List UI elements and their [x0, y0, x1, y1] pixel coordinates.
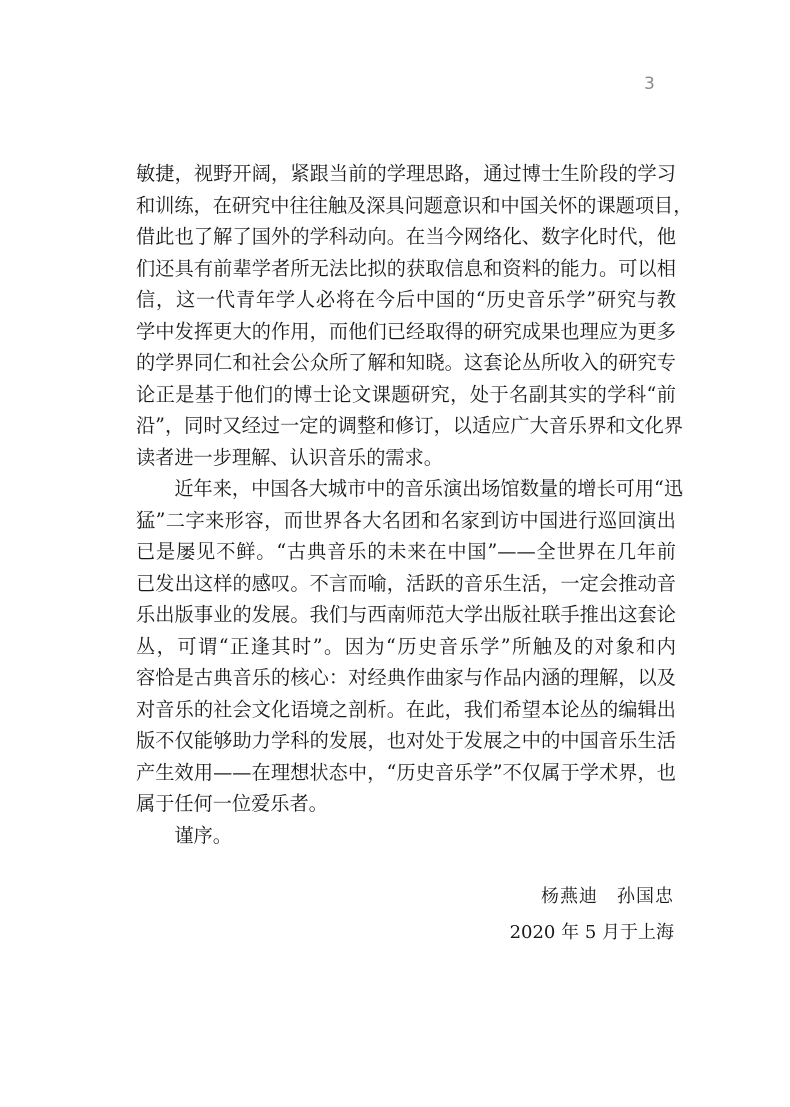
text-line: 们还具有前辈学者所无法比拟的获取信息和资料的能力。可以相	[136, 256, 676, 280]
text-line: 乐出版事业的发展。我们与西南师范大学出版社联手推出这套论	[136, 603, 676, 626]
text-line: 丛，可谓“正逢其时”。因为“历史音乐学”所触及的对象和内	[136, 634, 676, 658]
text-line: 沿”，同时又经过一定的调整和修订，以适应广大音乐界和文化界	[136, 414, 684, 437]
text-line: 敏捷，视野开阔，紧跟当前的学理思路，通过博士生阶段的学习	[136, 162, 676, 185]
text-line: 和训练，在研究中往往触及深具问题意识和中国关怀的课题项目，	[136, 193, 693, 217]
text-line: 已是屡见不鲜。“古典音乐的未来在中国”——全世界在几年前	[136, 540, 676, 563]
text-line: 借此也了解了国外的学科动向。在当今网络化、数字化时代，他	[136, 225, 676, 248]
text-line: 容恰是古典音乐的核心：对经典作曲家与作品内涵的理解，以及	[136, 666, 676, 689]
text-line: 近年来，中国各大城市中的音乐演出场馆数量的增长可用“迅	[136, 477, 684, 500]
text-line: 学中发挥更大的作用，而他们已经取得的研究成果也理应为更多	[136, 319, 676, 343]
body-text	[136, 158, 693, 851]
text-line: 论正是基于他们的博士论文课题研究，处于名副其实的学科“前	[136, 382, 676, 406]
text-line: 读者进一步理解、认识音乐的需求。	[136, 445, 443, 469]
signature-names: 杨燕迪 孙国忠	[541, 886, 674, 907]
signature-date: 2020 年 5 月于上海	[509, 922, 674, 943]
text-line: 产生效用——在理想状态中，“历史音乐学”不仅属于学术界，也	[136, 760, 676, 784]
text-line: 属于任何一位爱乐者。	[136, 792, 328, 815]
text-line: 谨序。	[136, 823, 232, 847]
text-line: 猛”二字来形容，而世界各大名团和名家到访中国进行巡回演出	[136, 508, 676, 532]
text-line: 已发出这样的感叹。不言而喻，活跃的音乐生活，一定会推动音	[136, 571, 676, 595]
text-line: 对音乐的社会文化语境之剖析。在此，我们希望本论丛的编辑出	[136, 697, 676, 721]
text-line: 的学界同仁和社会公众所了解和知晓。这套论丛所收入的研究专	[136, 351, 676, 374]
text-line: 信，这一代青年学人必将在今后中国的“历史音乐学”研究与教	[136, 288, 676, 311]
text-line: 版不仅能够助力学科的发展，也对处于发展之中的中国音乐生活	[136, 729, 676, 752]
page-number: 3	[644, 74, 655, 94]
